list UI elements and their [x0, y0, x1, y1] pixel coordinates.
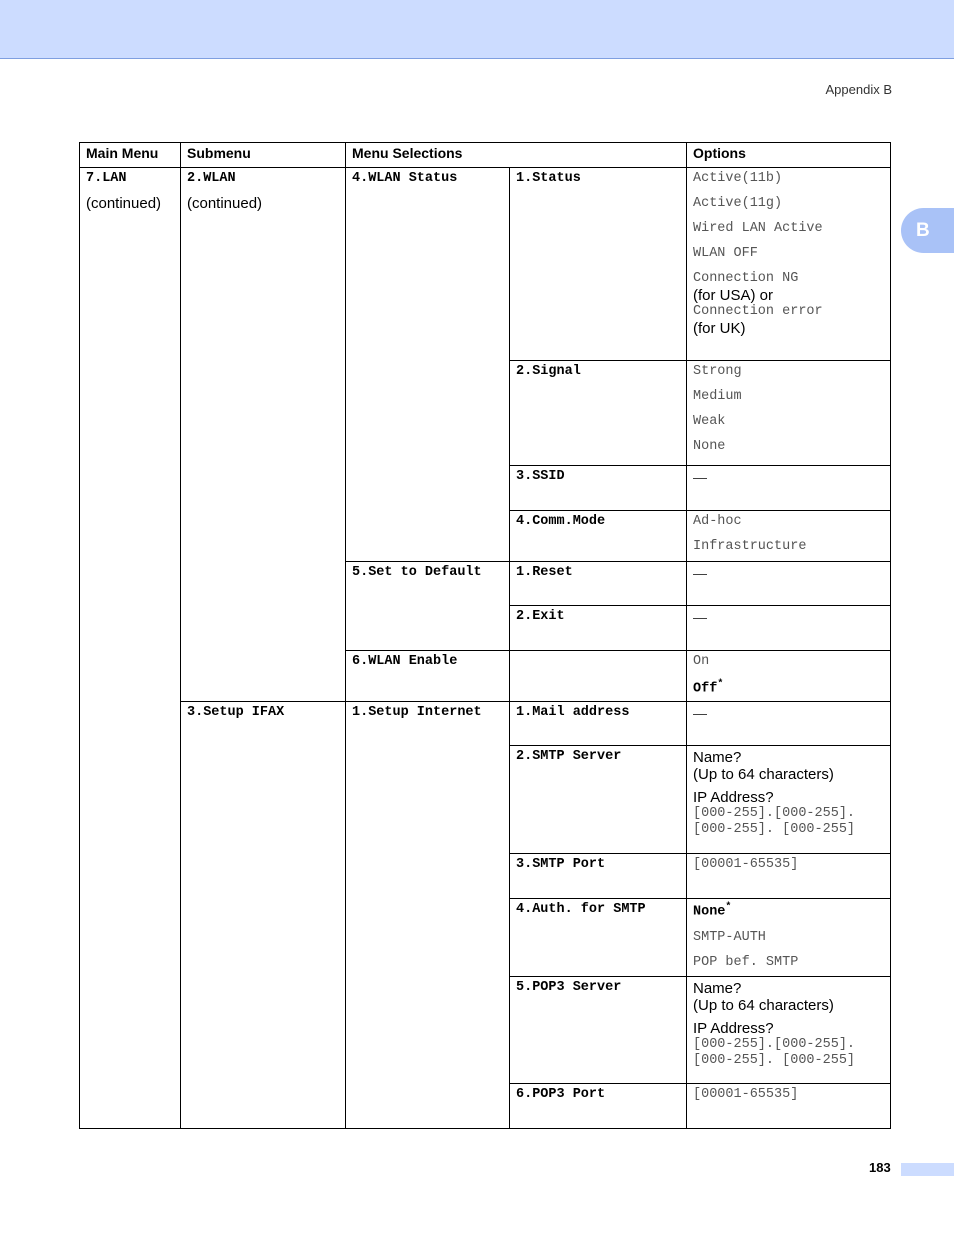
ssid-label: 3.SSID [516, 469, 565, 484]
comm-mode-options-cell [687, 511, 891, 562]
reset-options-cell [687, 562, 891, 606]
mail-address-label: 1.Mail address [516, 705, 630, 720]
pop3-ip-range-2: [000-255]. [000-255] [693, 1053, 856, 1068]
pop3-name-limit: (Up to 64 characters) [693, 997, 834, 1014]
smtp-port-options-cell [687, 854, 891, 899]
exit-label: 2.Exit [516, 609, 565, 624]
top-header-band [0, 0, 954, 59]
option-wired-lan-active: Wired LAN Active [693, 221, 823, 236]
header-menu-selections: Menu Selections [346, 143, 687, 168]
pop3-port-label: 6.POP3 Port [516, 1087, 606, 1102]
exit-option-dash: — [693, 609, 707, 625]
option-none-default [693, 902, 884, 920]
submenu-ifax-label: 3.Setup IFAX [187, 705, 285, 720]
option-medium: Medium [693, 389, 742, 404]
option-active-11b: Active(11b) [693, 171, 783, 186]
signal-label: 2.Signal [516, 364, 581, 379]
mail-option-dash: — [693, 705, 707, 721]
option-strong: Strong [693, 364, 742, 379]
signal-cell [510, 361, 687, 466]
pop3-port-options-cell [687, 1084, 891, 1129]
option-ad-hoc: Ad-hoc [693, 514, 742, 529]
smtp-server-options-cell [687, 746, 891, 854]
main-menu-cell [80, 168, 181, 1129]
pop3-ip-prompt: IP Address? [693, 1020, 774, 1037]
reset-option-dash: — [693, 565, 707, 581]
wlan-status-cell [346, 168, 510, 562]
section-label: Appendix B [825, 82, 892, 97]
option-connection-ng: Connection NG [693, 271, 799, 286]
wlan-status-label: 4.WLAN Status [352, 171, 458, 186]
default-mark: * [717, 679, 724, 690]
smtp-ip-range-2: [000-255]. [000-255] [693, 822, 856, 837]
option-wlan-off: WLAN OFF [693, 246, 758, 261]
smtp-port-cell [510, 854, 687, 899]
option-auth-none: None [693, 904, 726, 920]
option-off-default [693, 679, 884, 697]
pop3-server-label: 5.POP3 Server [516, 980, 622, 995]
page-number-bar [901, 1163, 954, 1176]
exit-options-cell [687, 606, 891, 651]
status-options-cell [687, 168, 891, 361]
signal-options-cell [687, 361, 891, 466]
wlan-enable-empty-cell [510, 651, 687, 702]
chapter-tab[interactable]: B [901, 208, 954, 253]
smtp-port-range: [00001-65535] [693, 857, 799, 872]
ssid-cell [510, 466, 687, 511]
option-on: On [693, 654, 710, 669]
comm-mode-cell [510, 511, 687, 562]
pop3-ip-range-1: [000-255].[000-255]. [693, 1037, 856, 1052]
smtp-ip-range-1: [000-255].[000-255]. [693, 806, 856, 821]
status-label: 1.Status [516, 171, 581, 186]
header-main-menu: Main Menu [80, 143, 181, 168]
pop3-server-cell [510, 977, 687, 1084]
ssid-options-cell [687, 466, 891, 511]
page-number: 183 [869, 1160, 891, 1175]
smtp-name-limit: (Up to 64 characters) [693, 766, 834, 783]
smtp-ip-prompt: IP Address? [693, 789, 774, 806]
status-cell [510, 168, 687, 361]
option-active-11g: Active(11g) [693, 196, 783, 211]
submenu-wlan-note: (continued) [187, 195, 263, 212]
set-default-label: 5.Set to Default [352, 565, 482, 580]
set-default-cell [346, 562, 510, 651]
header-options: Options [687, 143, 891, 168]
setup-internet-label: 1.Setup Internet [352, 705, 482, 720]
main-menu-note: (continued) [86, 195, 162, 212]
header-submenu: Submenu [181, 143, 346, 168]
option-connection-error-note: (for UK) [693, 320, 746, 337]
exit-cell [510, 606, 687, 651]
mail-address-cell [510, 702, 687, 746]
option-weak: Weak [693, 414, 726, 429]
default-mark: * [725, 902, 732, 913]
main-menu-label: 7.LAN [86, 171, 127, 186]
pop3-server-options-cell [687, 977, 891, 1084]
smtp-server-label: 2.SMTP Server [516, 749, 622, 764]
option-infrastructure: Infrastructure [693, 539, 807, 554]
menu-table [79, 142, 891, 1129]
submenu-ifax-cell [181, 702, 346, 1129]
setup-internet-cell [346, 702, 510, 1129]
wlan-enable-label: 6.WLAN Enable [352, 654, 458, 669]
submenu-wlan-label: 2.WLAN [187, 171, 236, 186]
comm-mode-label: 4.Comm.Mode [516, 514, 606, 529]
table-row [80, 168, 891, 361]
pop3-port-cell [510, 1084, 687, 1129]
table-row [80, 702, 891, 746]
table-header-row [80, 143, 891, 168]
mail-address-options-cell [687, 702, 891, 746]
auth-label: 4.Auth. for SMTP [516, 902, 646, 917]
option-smtp-auth: SMTP-AUTH [693, 929, 766, 945]
option-off: Off [693, 681, 718, 697]
ssid-option-dash: — [693, 469, 707, 485]
wlan-enable-cell [346, 651, 510, 702]
reset-cell [510, 562, 687, 606]
pop3-name-prompt: Name? [693, 980, 742, 997]
smtp-name-prompt: Name? [693, 749, 742, 766]
smtp-port-label: 3.SMTP Port [516, 857, 606, 872]
option-pop-bef-smtp: POP bef. SMTP [693, 954, 799, 970]
auth-options-cell [687, 899, 891, 977]
option-connection-error: Connection error [693, 304, 823, 319]
pop3-port-range: [00001-65535] [693, 1087, 799, 1102]
wlan-enable-options-cell [687, 651, 891, 702]
reset-label: 1.Reset [516, 565, 573, 580]
option-none: None [693, 439, 726, 454]
option-connection-ng-note: (for USA) or [693, 287, 774, 304]
smtp-server-cell [510, 746, 687, 854]
submenu-wlan-cell [181, 168, 346, 702]
auth-cell [510, 899, 687, 977]
